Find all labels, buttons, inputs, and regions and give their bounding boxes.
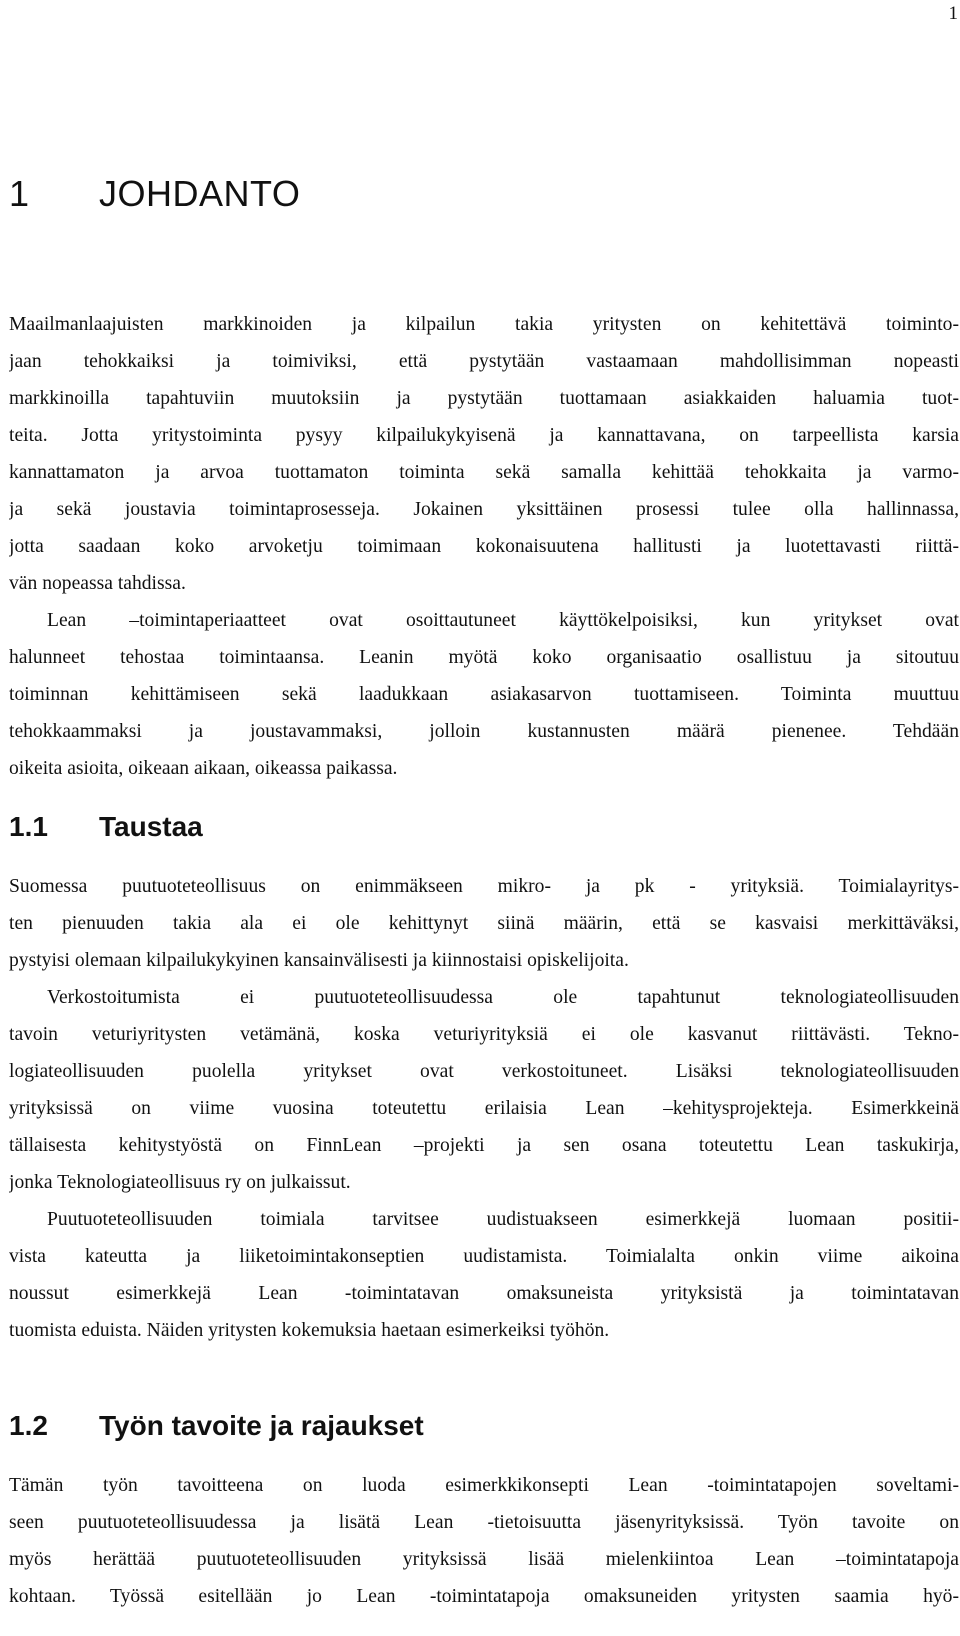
chapter-number: 1 [9,173,30,214]
section-1-2-paragraph-1 [9,1467,959,1615]
text-line: myös herättää puutuoteteollisuuden yrityksissä lisää mielenkiintoa Lean –toimintatapoja [9,1549,959,1570]
text-line: Tämän työn tavoitteena on luoda esimerkkikonsepti Lean -toimintatapojen soveltami- [9,1475,959,1496]
text-line: pystyisi olemaan kilpailukykyinen kansainvälisesti ja kiinnostaisi opiskelijoita. [9,950,629,971]
section-1-1-paragraph-3 [9,1201,959,1349]
text-line: jotta saadaan koko arvoketju toimimaan kokonaisuutena hallitusti ja luotettavasti riittä- [9,536,959,557]
intro-paragraph-2 [9,602,959,787]
text-line: tehokkaammaksi ja joustavammaksi, jolloin kustannusten määrä pienenee. Tehdään [9,721,959,742]
section-heading-1-1 [9,810,203,844]
text-line: jonka Teknologiateollisuus ry on julkaissut. [9,1172,351,1193]
text-line: yrityksissä on viime vuosina toteutettu erilaisia Lean –kehitysprojekteja. Esimerkkeinä [9,1098,959,1119]
section-1-1-paragraph-2 [9,979,959,1201]
text-line: ja sekä joustavia toimintaprosesseja. Jokainen yksittäinen prosessi tulee olla hallinnassa, [9,499,959,520]
text-line: Suomessa puutuoteteollisuus on enimmäkseen mikro- ja pk - yrityksiä. Toimialayritys- [9,876,959,897]
text-line: Puutuoteteollisuuden toimiala tarvitsee uudistuakseen esimerkkejä luomaan positii- [47,1209,959,1230]
text-line: seen puutuoteteollisuudessa ja lisätä Lean -tietoisuutta jäsenyrityksissä. Työn tavoite on [9,1512,959,1533]
text-line: kannattamaton ja arvoa tuottamaton toiminta sekä samalla kehittää tehokkaita ja varmo- [9,462,959,483]
text-line: oikeita asioita, oikeaan aikaan, oikeassa paikassa. [9,758,398,779]
text-line: vista kateutta ja liiketoimintakonseptien uudistamista. Toimialalta onkin viime aikoina [9,1246,959,1267]
text-line: markkinoilla tapahtuviin muutoksiin ja pystytään tuottamaan asiakkaiden haluamia tuot- [9,388,959,409]
section-number: 1.1 [9,811,48,842]
text-line: noussut esimerkkejä Lean -toimintatavan omaksuneista yrityksistä ja toimintatavan [9,1283,959,1304]
section-title: Taustaa [99,811,203,842]
text-line: logiateollisuuden puolella yritykset ovat verkostoituneet. Lisäksi teknologiateollisuuden [9,1061,959,1082]
section-title: Työn tavoite ja rajaukset [99,1410,424,1441]
text-line: ten pienuuden takia ala ei ole kehittynyt siinä määrin, että se kasvaisi merkittäväksi, [9,913,959,934]
text-line: jaan tehokkaiksi ja toimiviksi, että pystytään vastaamaan mahdollisimman nopeasti [9,351,959,372]
text-line: toiminnan kehittämiseen sekä laadukkaan asiakasarvon tuottamiseen. Toiminta muuttuu [9,684,959,705]
text-line: tuomista eduista. Näiden yritysten kokemuksia haetaan esimerkeiksi työhön. [9,1320,610,1341]
chapter-title: JOHDANTO [99,173,301,214]
text-line: tavoin veturiyritysten vetämänä, koska veturiyrityksiä ei ole kasvanut riittävästi. Tekno- [9,1024,959,1045]
text-line: vän nopeassa tahdissa. [9,573,186,594]
text-line: Maailmanlaajuisten markkinoiden ja kilpailun takia yritysten on kehitettävä toiminto- [9,314,959,335]
text-line: teita. Jotta yritystoiminta pysyy kilpailukykyisenä ja kannattavana, on tarpeellista karsia [9,425,959,446]
section-heading-1-2 [9,1409,424,1443]
section-number: 1.2 [9,1410,48,1441]
text-line: kohtaan. Työssä esitellään jo Lean -toimintatapoja omaksuneiden yritysten saamia hyö- [9,1586,959,1607]
page-number: 1 [948,3,958,24]
text-line: halunneet tehostaa toimintaansa. Leanin myötä koko organisaatio osallistuu ja sitoutuu [9,647,959,668]
chapter-heading [9,172,300,216]
intro-paragraph-1 [9,306,959,602]
text-line: tällaisesta kehitystyöstä on FinnLean –projekti ja sen osana toteutettu Lean taskukirja, [9,1135,959,1156]
text-line: Verkostoitumista ei puutuoteteollisuudessa ole tapahtunut teknologiateollisuuden [47,987,959,1008]
text-line: Lean –toimintaperiaatteet ovat osoittautuneet käyttökelpoisiksi, kun yritykset ovat [47,610,959,631]
section-1-1-paragraph-1 [9,868,959,979]
